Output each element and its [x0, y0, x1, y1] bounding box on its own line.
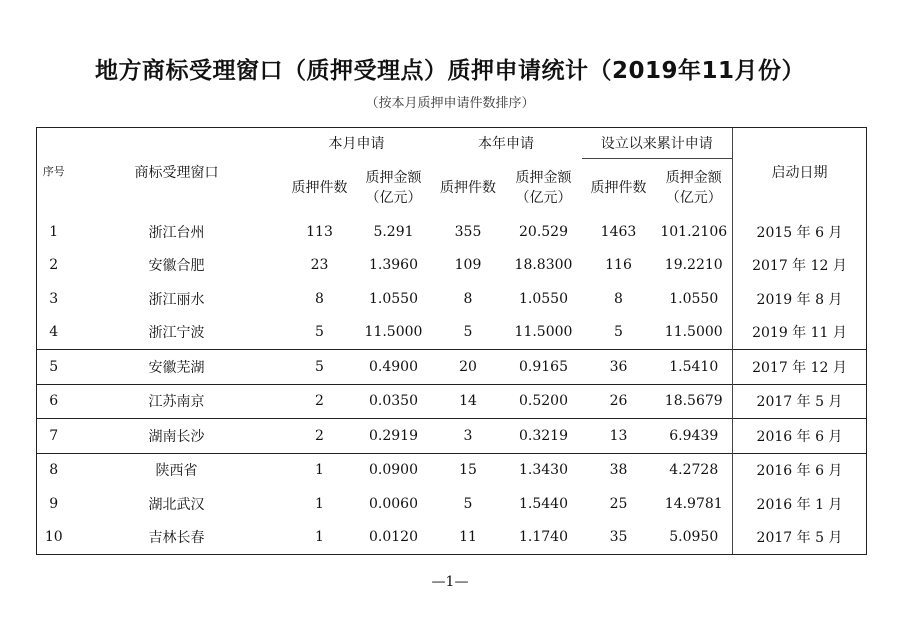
cell-seq: 1 — [37, 215, 71, 249]
cell-seq: 6 — [37, 384, 71, 419]
cell-window: 江苏南京 — [71, 384, 283, 419]
cell-month-count: 23 — [310, 257, 329, 274]
table-row — [37, 282, 867, 316]
cell-window: 陕西省 — [71, 453, 283, 487]
cell-window: 安徽芜湖 — [71, 350, 283, 385]
cell-year-amount: 0.5200 — [506, 384, 582, 419]
header-this-month: 本月申请 — [283, 128, 431, 159]
cell-year-count: 14 — [431, 384, 506, 419]
page-number: —1— — [431, 574, 469, 590]
table-row — [37, 521, 867, 555]
cell-cumulative-count: 5 — [614, 324, 623, 341]
cell-month-count: 2 — [283, 384, 357, 419]
cell-month-amount: 0.2919 — [357, 419, 431, 454]
cell-month-count: 1 — [283, 521, 357, 555]
cell-window: 湖南长沙 — [71, 419, 283, 454]
cell-cumulative-amount: 6.9439 — [656, 419, 733, 454]
cell-month-amount: 1.0550 — [369, 290, 418, 307]
cell-year-amount: 18.8300 — [514, 257, 573, 274]
cell-cumulative-amount: 1.0550 — [669, 290, 719, 307]
cell-start-date: 2016 年 6 月 — [733, 453, 867, 487]
cell-seq: 2 — [37, 249, 71, 283]
cell-seq: 8 — [37, 453, 71, 487]
cell-month-count: 1 — [283, 453, 357, 487]
table-row — [37, 316, 867, 350]
document-subtitle: （按本月质押申请件数排序） — [365, 96, 535, 111]
cell-month-amount: 11.5000 — [364, 324, 423, 341]
cell-cumulative-amount: 14.9781 — [664, 495, 723, 512]
cell-cumulative-count: 36 — [582, 350, 656, 385]
cell-year-amount: 0.9165 — [506, 350, 582, 385]
table-row — [37, 453, 867, 487]
cell-year-amount: 1.5440 — [519, 495, 568, 512]
cell-seq: 5 — [37, 350, 71, 385]
cell-month-count: 2 — [283, 419, 357, 454]
table-row — [37, 384, 867, 419]
cell-month-count: 1 — [315, 495, 324, 512]
header-start-date: 启动日期 — [733, 128, 867, 216]
cell-start-date: 2017 年 5 月 — [733, 384, 867, 419]
cell-seq: 10 — [37, 521, 71, 555]
cell-cumulative-amount: 11.5000 — [664, 324, 723, 341]
cell-year-count: 20 — [431, 350, 506, 385]
cell-cumulative-count: 35 — [582, 521, 656, 555]
cell-year-count: 5 — [463, 324, 473, 341]
cell-month-count: 5 — [315, 324, 324, 341]
cell-month-amount: 0.0900 — [357, 453, 431, 487]
cell-cumulative-amount: 4.2728 — [656, 453, 733, 487]
cell-year-amount: 1.0550 — [519, 290, 568, 307]
cell-year-amount: 11.5000 — [514, 324, 573, 341]
cell-seq: 4 — [37, 316, 71, 350]
cell-cumulative-count: 13 — [582, 419, 656, 454]
cell-month-amount: 0.4900 — [357, 350, 431, 385]
cell-cumulative-count: 25 — [609, 495, 628, 512]
cell-month-count: 113 — [306, 223, 333, 240]
header-seq: 序号 — [37, 128, 71, 216]
cell-seq: 7 — [37, 419, 71, 454]
cell-month-amount: 0.0060 — [369, 495, 418, 512]
cell-cumulative-count: 8 — [614, 290, 623, 307]
cell-year-count: 15 — [431, 453, 506, 487]
table-row — [37, 215, 867, 249]
table-row — [37, 350, 867, 385]
header-cumulative: 设立以来累计申请 — [582, 128, 733, 159]
cell-cumulative-count: 116 — [605, 257, 632, 274]
cell-seq: 3 — [37, 282, 71, 316]
cell-start-date: 2016 年 6 月 — [733, 419, 867, 454]
cell-start-date: 2017 年 12 月 — [733, 350, 867, 385]
cell-cumulative-count: 1463 — [600, 223, 637, 240]
pledge-statistics-table — [36, 127, 867, 555]
header-cumulative-amount: 质押金额 （亿元） — [665, 170, 722, 206]
header-cumulative-count: 质押件数 — [590, 180, 647, 196]
cell-month-count: 5 — [283, 350, 357, 385]
cell-window: 浙江台州 — [148, 224, 205, 241]
cell-cumulative-amount: 1.5410 — [656, 350, 733, 385]
cell-start-date: 2019 年 11 月 — [733, 316, 867, 350]
cell-year-count: 5 — [463, 495, 473, 512]
cell-window: 安徽合肥 — [148, 258, 205, 275]
cell-year-amount: 1.3430 — [506, 453, 582, 487]
cell-year-count: 3 — [431, 419, 506, 454]
cell-month-count: 8 — [315, 290, 324, 307]
cell-year-count: 8 — [463, 290, 473, 307]
header-year-count: 质押件数 — [440, 179, 496, 196]
table-row — [37, 249, 867, 283]
cell-month-amount: 1.3960 — [369, 257, 418, 274]
header-month-amount: 质押金额 （亿元） — [365, 169, 422, 206]
document-title: 地方商标受理窗口（质押受理点）质押申请统计（2019年11月份） — [94, 58, 806, 84]
cell-year-amount: 1.1740 — [506, 521, 582, 555]
cell-year-count: 11 — [431, 521, 506, 555]
cell-start-date: 2017 年 12 月 — [733, 249, 867, 283]
cell-month-amount: 0.0120 — [357, 521, 431, 555]
cell-seq: 9 — [37, 487, 71, 521]
cell-window: 湖北武汉 — [148, 496, 205, 513]
cell-cumulative-count: 38 — [582, 453, 656, 487]
cell-year-count: 109 — [454, 257, 482, 274]
cell-window: 吉林长春 — [71, 521, 283, 555]
cell-month-amount: 5.291 — [373, 223, 414, 240]
header-window: 商标受理窗口 — [71, 128, 283, 216]
header-month-count: 质押件数 — [291, 179, 348, 196]
header-this-year: 本年申请 — [431, 128, 582, 159]
cell-cumulative-amount: 5.0950 — [656, 521, 733, 555]
table-row — [37, 487, 867, 521]
header-year-amount: 质押金额 （亿元） — [515, 169, 572, 206]
cell-cumulative-amount: 101.2106 — [660, 223, 728, 240]
cell-cumulative-amount: 18.5679 — [656, 384, 733, 419]
cell-start-date: 2015 年 6 月 — [733, 215, 867, 249]
table-row — [37, 419, 867, 454]
cell-start-date: 2019 年 8 月 — [733, 282, 867, 316]
cell-month-amount: 0.0350 — [357, 384, 431, 419]
cell-start-date: 2017 年 5 月 — [733, 521, 867, 555]
cell-year-amount: 0.3219 — [506, 419, 582, 454]
cell-year-count: 355 — [454, 223, 482, 240]
cell-start-date: 2016 年 1 月 — [733, 487, 867, 521]
cell-window: 浙江丽水 — [148, 291, 205, 308]
cell-cumulative-amount: 19.2210 — [664, 257, 723, 274]
cell-cumulative-count: 26 — [582, 384, 656, 419]
cell-window: 浙江宁波 — [148, 325, 205, 342]
cell-year-amount: 20.529 — [519, 223, 568, 240]
